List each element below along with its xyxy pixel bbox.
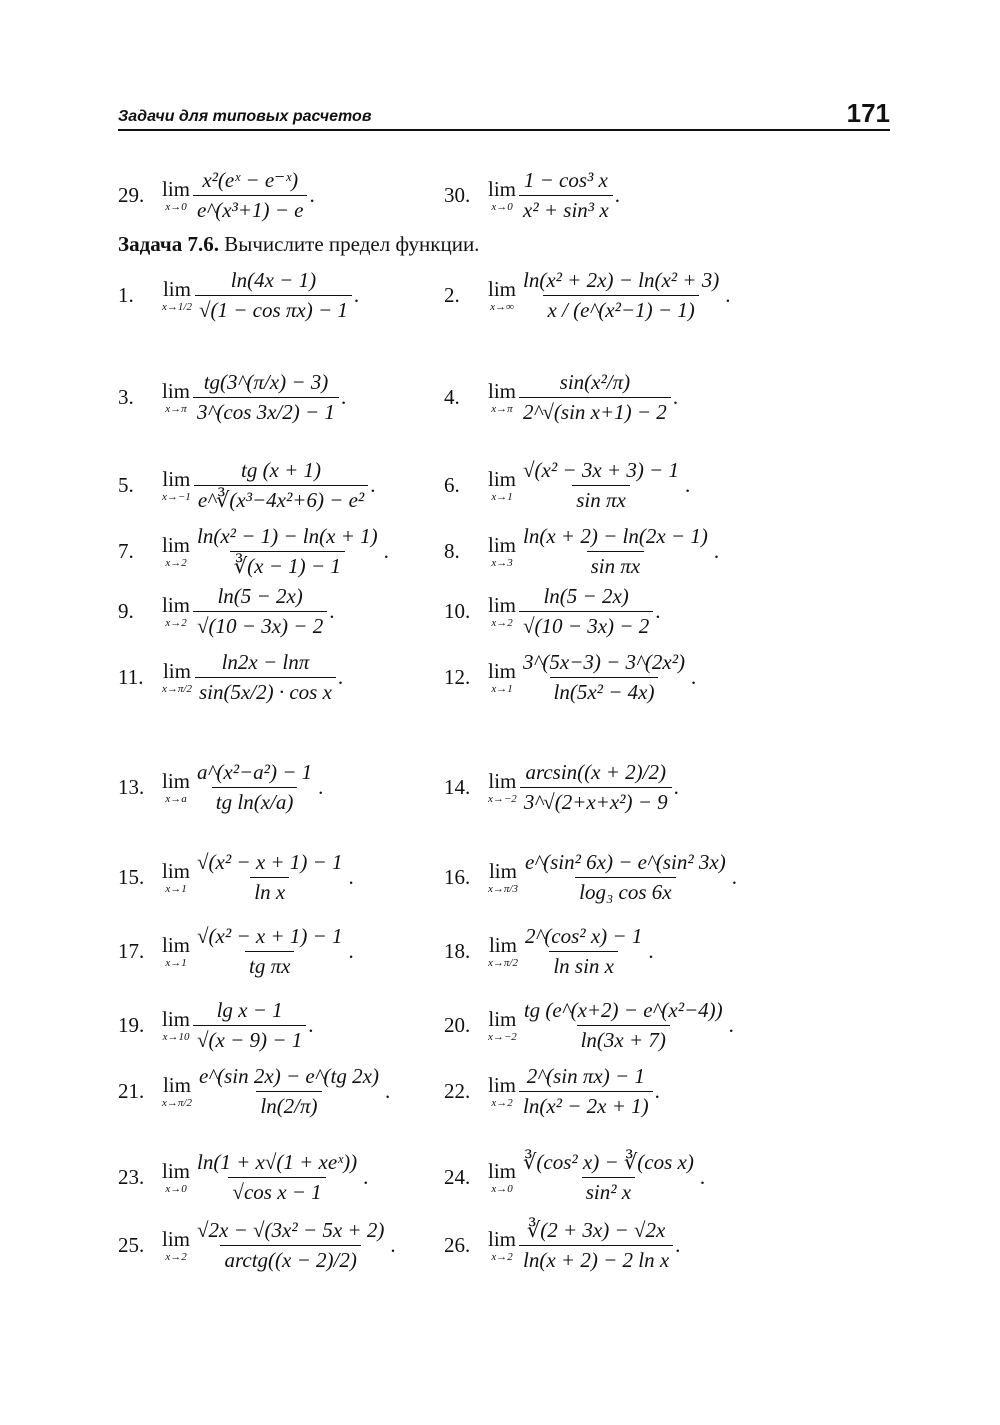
- lim-word: lim: [162, 1072, 191, 1097]
- fraction: [193, 168, 307, 223]
- limit-operator: [488, 768, 517, 805]
- limit-subscript: x→−1: [162, 490, 191, 503]
- exercise-number: 9.: [118, 599, 134, 623]
- numerator: tg(3^(π/x) − 3): [203, 370, 329, 394]
- lim-word: lim: [488, 1158, 517, 1183]
- exercise-item: [444, 760, 679, 815]
- exercise-number: 8.: [444, 539, 460, 563]
- exercise-item: [118, 850, 354, 905]
- denominator: log₃ cos 6x: [575, 877, 675, 905]
- numerator: e^(sin 2x) − e^(tg 2x): [198, 1064, 379, 1088]
- denominator: √(10 − 3x) − 2: [519, 611, 653, 639]
- limit-operator: [488, 658, 517, 695]
- denominator: ln(x + 2) − 2 ln x: [519, 1245, 673, 1273]
- exercise-number: 16.: [444, 865, 471, 889]
- lim-word: lim: [488, 658, 517, 683]
- period: .: [713, 539, 720, 563]
- period: .: [390, 1233, 396, 1257]
- exercise-number: 11.: [118, 665, 144, 689]
- numerator: ln(5 − 2x): [543, 584, 629, 608]
- exercise-number: 13.: [118, 775, 145, 799]
- exercise-number: 30.: [444, 183, 471, 207]
- denominator: ln(5x² − 4x): [550, 677, 659, 705]
- period: .: [699, 1165, 706, 1189]
- limit-operator: [162, 276, 192, 313]
- lim-word: lim: [162, 176, 191, 201]
- exercise-item: [118, 1218, 396, 1273]
- limit-operator: [488, 276, 517, 313]
- exercise-item: [444, 268, 730, 323]
- exercise-number: 19.: [118, 1013, 145, 1037]
- period: .: [348, 939, 354, 963]
- limit-subscript: x→1/2: [162, 300, 192, 313]
- numerator: ln(x² + 2x) − ln(x² + 3): [523, 268, 720, 292]
- exercise-number: 4.: [444, 385, 460, 409]
- lim-word: lim: [162, 658, 191, 683]
- limit-subscript: x→a: [165, 792, 187, 805]
- limit-operator: [488, 1226, 517, 1263]
- denominator: sin² x: [582, 1177, 635, 1205]
- period: .: [673, 775, 679, 799]
- denominator: 3^(cos 3x/2) − 1: [193, 397, 339, 425]
- fraction: [193, 1150, 361, 1205]
- exercise-item: [118, 268, 359, 323]
- lim-word: lim: [488, 532, 517, 557]
- limit-operator: [162, 466, 191, 503]
- exercise-number: 1.: [118, 283, 134, 307]
- period: .: [675, 1233, 681, 1257]
- limit-operator: [488, 858, 518, 895]
- page-header: [118, 100, 890, 132]
- denominator: sin(5x/2) · cos x: [195, 677, 336, 705]
- exercise-number: 24.: [444, 1165, 471, 1189]
- numerator: ln(x + 2) − ln(2x − 1): [523, 524, 708, 548]
- lim-word: lim: [162, 1006, 191, 1031]
- limit-subscript: x→π/3: [488, 882, 518, 895]
- exercise-item: [118, 650, 343, 705]
- fraction: [520, 760, 672, 815]
- numerator: arcsin((x + 2)/2): [525, 760, 666, 784]
- fraction: [519, 168, 613, 223]
- period: .: [370, 473, 376, 497]
- denominator: arctg((x − 2)/2): [220, 1245, 360, 1273]
- limit-operator: [488, 532, 517, 569]
- limit-operator: [162, 768, 191, 805]
- exercise-number: 12.: [444, 665, 471, 689]
- lim-word: lim: [488, 592, 517, 617]
- exercise-number: 21.: [118, 1079, 145, 1103]
- exercise-item: [118, 458, 375, 513]
- exercise-item: [444, 168, 620, 223]
- numerator: √(x² − x + 1) − 1: [197, 850, 343, 874]
- denominator: ln(x² − 2x + 1): [519, 1091, 653, 1119]
- exercise-item: [444, 1064, 660, 1119]
- fraction: [519, 1218, 673, 1273]
- period: .: [648, 939, 654, 963]
- fraction: [519, 524, 712, 579]
- lim-word: lim: [488, 858, 517, 883]
- lim-word: lim: [488, 1006, 517, 1031]
- denominator: sin πx: [587, 551, 645, 579]
- limit-subscript: x→10: [162, 1030, 190, 1043]
- limit-subscript: x→π: [491, 402, 513, 415]
- numerator: ln2x − lnπ: [221, 650, 310, 674]
- limit-operator: [162, 1006, 191, 1043]
- fraction: [193, 850, 346, 905]
- exercise-number: 20.: [444, 1013, 471, 1037]
- numerator: 1 − cos³ x: [523, 168, 608, 192]
- period: .: [329, 599, 335, 623]
- lim-word: lim: [488, 276, 517, 301]
- fraction: [193, 584, 327, 639]
- denominator: x / (e^(x²−1) − 1): [543, 295, 698, 323]
- numerator: √(x² − 3x + 3) − 1: [523, 458, 679, 482]
- denominator: √cos x − 1: [228, 1177, 325, 1205]
- period: .: [691, 665, 697, 689]
- denominator: 3^√(2+x+x²) − 9: [520, 787, 672, 815]
- numerator: x²(eˣ − e⁻ˣ): [202, 168, 299, 192]
- exercise-number: 26.: [444, 1233, 471, 1257]
- limit-operator: [162, 176, 191, 213]
- fraction: [195, 268, 352, 323]
- limit-operator: [488, 466, 517, 503]
- period: .: [684, 473, 691, 497]
- denominator: x² + sin³ x: [519, 195, 613, 223]
- lim-word: lim: [488, 176, 517, 201]
- task-title: [118, 232, 479, 257]
- limit-subscript: x→1: [491, 490, 513, 503]
- lim-word: lim: [488, 378, 517, 403]
- exercise-number: 15.: [118, 865, 145, 889]
- exercise-item: [444, 584, 660, 639]
- period: .: [340, 385, 347, 409]
- lim-word: lim: [162, 276, 191, 301]
- denominator: ln sin x: [549, 951, 618, 979]
- limit-subscript: x→1: [165, 882, 187, 895]
- exercise-number: 18.: [444, 939, 471, 963]
- fraction: [519, 268, 723, 323]
- denominator: sin πx: [572, 485, 630, 513]
- period: .: [353, 283, 360, 307]
- period: .: [318, 775, 324, 799]
- period: .: [731, 865, 737, 889]
- limit-subscript: x→2: [165, 616, 187, 629]
- exercise-item: [118, 924, 354, 979]
- exercise-item: [444, 458, 690, 513]
- exercise-number: 10.: [444, 599, 471, 623]
- exercise-number: 2.: [444, 283, 460, 307]
- exercise-number: 25.: [118, 1233, 145, 1257]
- limit-operator: [488, 1006, 517, 1043]
- period: .: [614, 183, 620, 207]
- limit-subscript: x→2: [165, 1250, 187, 1263]
- limit-subscript: x→0: [491, 1182, 513, 1195]
- limit-subscript: x→0: [165, 1182, 187, 1195]
- fraction: [519, 1064, 653, 1119]
- fraction: [193, 524, 382, 579]
- exercise-item: [444, 998, 734, 1053]
- exercise-item: [118, 524, 389, 579]
- numerator: e^(sin² 6x) − e^(sin² 3x): [524, 850, 726, 874]
- fraction: [519, 458, 683, 513]
- limit-subscript: x→3: [491, 556, 513, 569]
- numerator: ln(5 − 2x): [217, 584, 303, 608]
- period: .: [725, 283, 731, 307]
- limit-subscript: x→2: [491, 616, 513, 629]
- lim-word: lim: [162, 532, 191, 557]
- lim-word: lim: [488, 1226, 517, 1251]
- lim-word: lim: [162, 1158, 191, 1183]
- numerator: sin(x²/π): [559, 370, 631, 394]
- numerator: 3^(5x−3) − 3^(2x²): [523, 650, 685, 674]
- limit-operator: [162, 1226, 191, 1263]
- exercise-item: [118, 584, 334, 639]
- exercise-item: [444, 850, 737, 905]
- numerator: ln(x² − 1) − ln(x + 1): [197, 524, 378, 548]
- numerator: tg (e^(x+2) − e^(x²−4)): [523, 998, 723, 1022]
- lim-word: lim: [162, 1226, 191, 1251]
- limit-operator: [162, 1072, 192, 1109]
- exercise-item: [118, 1150, 368, 1205]
- limit-operator: [488, 932, 518, 969]
- limit-operator: [488, 176, 517, 213]
- limit-operator: [162, 858, 191, 895]
- lim-word: lim: [488, 1072, 517, 1097]
- exercise-item: [444, 1150, 705, 1205]
- exercise-item: [444, 370, 678, 425]
- limit-subscript: x→∞: [490, 300, 514, 313]
- limit-operator: [162, 932, 191, 969]
- fraction: [193, 370, 339, 425]
- exercise-item: [118, 370, 346, 425]
- limit-subscript: x→2: [491, 1250, 513, 1263]
- limit-operator: [162, 658, 192, 695]
- limit-operator: [488, 1158, 517, 1195]
- period: .: [655, 599, 661, 623]
- numerator: ∛(2 + 3x) − √2x: [526, 1218, 666, 1242]
- denominator: ln x: [250, 877, 289, 905]
- period: .: [384, 1079, 391, 1103]
- exercise-number: 3.: [118, 385, 134, 409]
- numerator: a^(x²−a²) − 1: [197, 760, 313, 784]
- numerator: lg x − 1: [216, 998, 283, 1022]
- lim-word: lim: [162, 932, 191, 957]
- lim-word: lim: [162, 378, 191, 403]
- exercise-number: 17.: [118, 939, 145, 963]
- exercise-number: 6.: [444, 473, 460, 497]
- fraction: [519, 650, 689, 705]
- header-rule: [118, 129, 890, 131]
- limit-subscript: x→π/2: [162, 1096, 192, 1109]
- exercise-item: [118, 998, 313, 1053]
- denominator: √(10 − 3x) − 2: [193, 611, 327, 639]
- denominator: ∛(x − 1) − 1: [230, 551, 345, 579]
- exercise-number: 23.: [118, 1165, 145, 1189]
- fraction: [193, 760, 316, 815]
- limit-subscript: x→−2: [488, 1030, 517, 1043]
- limit-operator: [488, 592, 517, 629]
- limit-subscript: x→π/2: [162, 682, 192, 695]
- exercise-number: 22.: [444, 1079, 471, 1103]
- task-text: Вычислите предел функции.: [218, 232, 480, 256]
- period: .: [654, 1079, 660, 1103]
- period: .: [337, 665, 344, 689]
- exercise-item: [118, 760, 323, 815]
- limit-operator: [162, 532, 191, 569]
- denominator: 2^√(sin x+1) − 2: [519, 397, 671, 425]
- denominator: ln(3x + 7): [577, 1025, 670, 1053]
- period: .: [672, 385, 679, 409]
- fraction: [193, 924, 346, 979]
- page-number: 171: [846, 98, 890, 128]
- exercise-item: [444, 1218, 680, 1273]
- numerator: 2^(cos² x) − 1: [524, 924, 643, 948]
- numerator: 2^(sin πx) − 1: [526, 1064, 645, 1088]
- denominator: √(x − 9) − 1: [193, 1025, 306, 1053]
- lim-word: lim: [162, 858, 191, 883]
- limit-operator: [162, 1158, 191, 1195]
- period: .: [309, 183, 315, 207]
- numerator: √2x − √(3x² − 5x + 2): [197, 1218, 385, 1242]
- fraction: [194, 458, 368, 513]
- limit-subscript: x→1: [491, 682, 513, 695]
- numerator: ln(4x − 1): [230, 268, 317, 292]
- period: .: [348, 865, 354, 889]
- exercise-item: [118, 168, 315, 223]
- denominator: tg πx: [245, 951, 294, 979]
- period: .: [363, 1165, 369, 1189]
- fraction: [519, 370, 671, 425]
- numerator: tg (x + 1): [240, 458, 322, 482]
- limit-operator: [162, 592, 191, 629]
- lim-word: lim: [162, 466, 191, 491]
- limit-subscript: x→1: [165, 956, 187, 969]
- lim-word: lim: [162, 768, 191, 793]
- fraction: [195, 1064, 383, 1119]
- limit-operator: [162, 378, 191, 415]
- period: .: [728, 1013, 734, 1037]
- exercise-number: 29.: [118, 183, 145, 207]
- exercise-item: [444, 924, 654, 979]
- fraction: [193, 998, 306, 1053]
- numerator: √(x² − x + 1) − 1: [197, 924, 343, 948]
- fraction: [193, 1218, 388, 1273]
- denominator: e^(x³+1) − e: [193, 195, 307, 223]
- limit-subscript: x→π/2: [488, 956, 518, 969]
- limit-subscript: x→π: [165, 402, 187, 415]
- denominator: e^∛(x³−4x²+6) − e²: [194, 485, 368, 513]
- exercise-item: [118, 1064, 390, 1119]
- lim-word: lim: [488, 768, 517, 793]
- exercise-number: 14.: [444, 775, 471, 799]
- denominator: √(1 − cos πx) − 1: [195, 295, 352, 323]
- limit-subscript: x→2: [491, 1096, 513, 1109]
- numerator: ln(1 + x√(1 + xeˣ)): [197, 1150, 358, 1174]
- period: .: [308, 1013, 314, 1037]
- fraction: [519, 1150, 698, 1205]
- exercise-item: [444, 524, 719, 579]
- fraction: [521, 850, 730, 905]
- running-head: Задачи для типовых расчетов: [118, 108, 372, 125]
- limit-subscript: x→0: [491, 200, 513, 213]
- limit-subscript: x→2: [165, 556, 187, 569]
- exercise-item: [444, 650, 696, 705]
- task-label: Задача 7.6.: [118, 232, 219, 256]
- denominator: ln(2/π): [256, 1091, 321, 1119]
- fraction: [521, 924, 646, 979]
- limit-subscript: x→−2: [488, 792, 517, 805]
- limit-operator: [488, 1072, 517, 1109]
- limit-operator: [488, 378, 517, 415]
- fraction: [520, 998, 727, 1053]
- numerator: ∛(cos² x) − ∛(cos x): [523, 1150, 694, 1174]
- limit-subscript: x→0: [165, 200, 187, 213]
- period: .: [383, 539, 389, 563]
- lim-word: lim: [488, 466, 517, 491]
- exercise-number: 7.: [118, 539, 134, 563]
- fraction: [195, 650, 336, 705]
- denominator: tg ln(x/a): [212, 787, 298, 815]
- exercise-number: 5.: [118, 473, 134, 497]
- lim-word: lim: [162, 592, 191, 617]
- fraction: [519, 584, 653, 639]
- lim-word: lim: [488, 932, 517, 957]
